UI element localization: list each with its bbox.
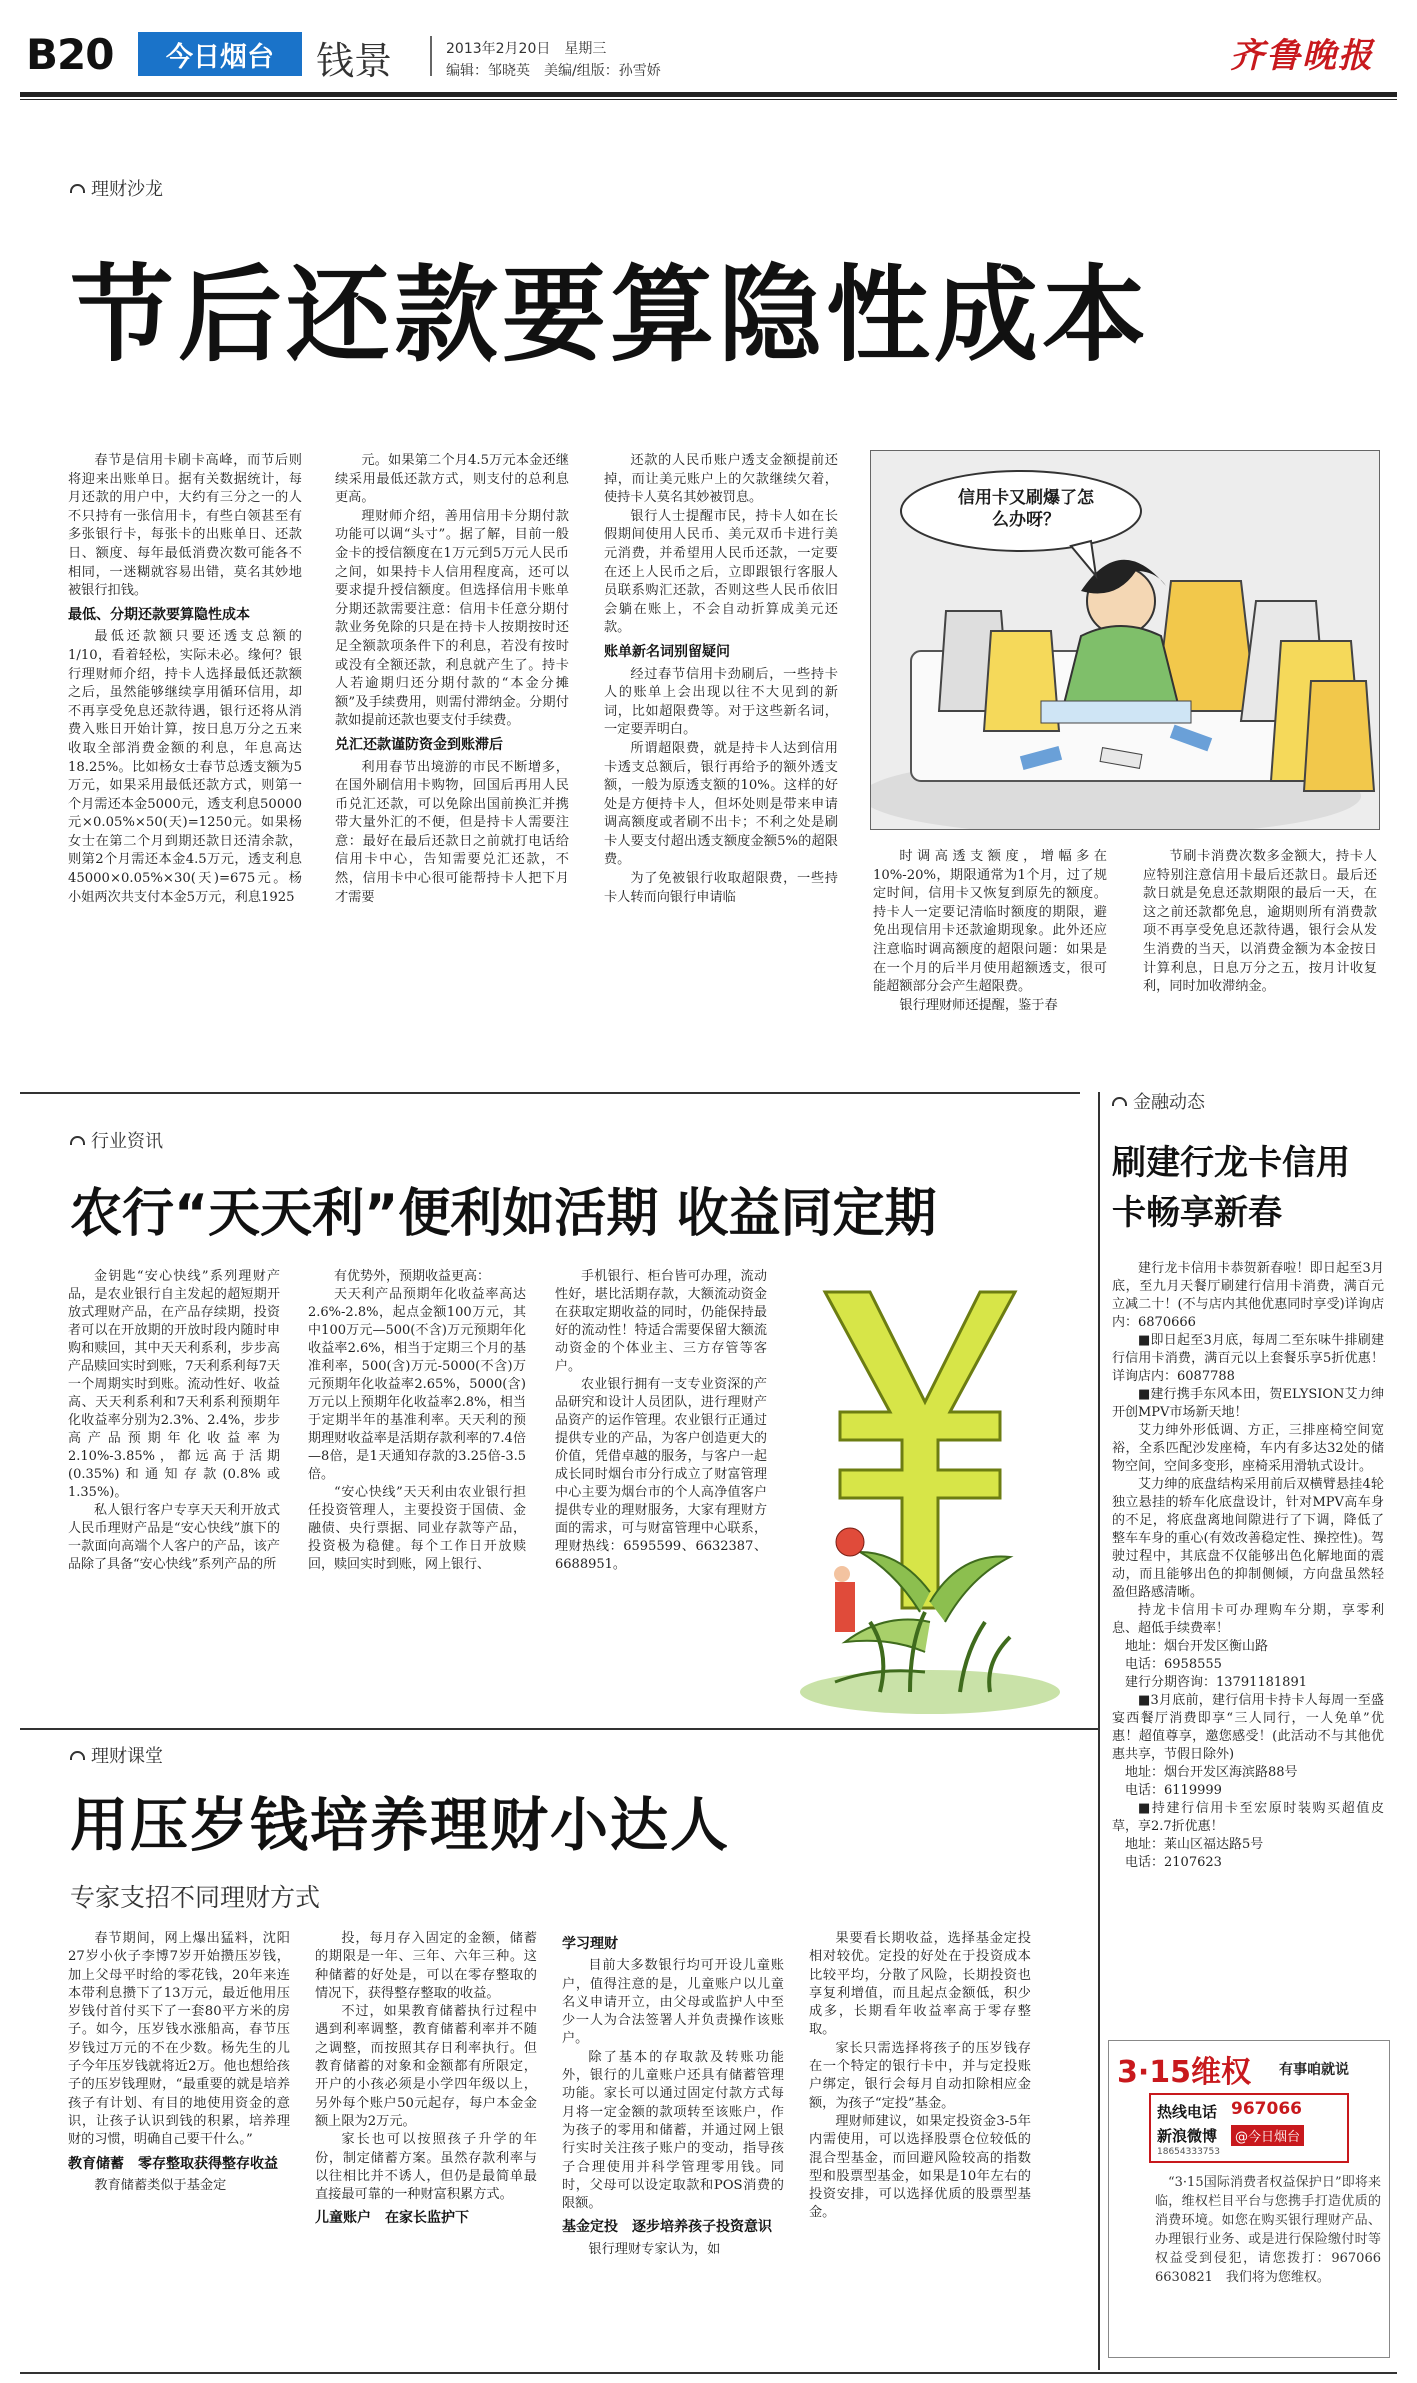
article-paragraph: 家长也可以按照孩子升学的年份，制定储蓄方案。虽然存款利率与以往相比并不诱人，但仍是最简单最直接最可靠的一种财富积累方式。 — [315, 2132, 537, 2203]
article-paragraph: 投，每月存入固定的金额，储蓄的期限是一年、三年、六年三种。这种储蓄的好处是，可以在零存整取的情况下，获得整存整取的收益。 — [315, 1931, 537, 2001]
story2-kicker: 行业资讯 — [70, 1127, 163, 1153]
article-paragraph: ■持建行信用卡至宏原时装购买超值皮草，享2.7折优惠！ — [1112, 1801, 1384, 1834]
article-paragraph: 地址：烟台开发区衡山路 — [1125, 1639, 1269, 1654]
article-paragraph: 艾力绅的底盘结构采用前后双横臂悬挂4轮独立悬挂的轿车化底盘设计，针对MPV高车身的不足，将底盘离地间隙进行了下调，降低了整车车身的重心(有效改善稳定性、操控性)。驾驶过程中，其底盘不仅能够出色化解地面的震动，而且能够出色的抑制侧倾，方向盘虽然轻盈但路感清晰。 — [1112, 1477, 1384, 1600]
kicker-arch-icon — [1112, 1097, 1127, 1106]
story1-col5 — [1143, 848, 1377, 1087]
weibo-label: 新浪微博 — [1157, 2127, 1218, 2145]
article-paragraph: 银行人士提醒市民，持卡人如在长假期间使用人民币、美元双币卡进行美元消费，并希望用人民币还款，一定要在还上人民币之后，立即跟银行客服人员联系购汇还款，否则这些人民币依旧会躺在账上，不会自动折算成美元还款。 — [604, 508, 838, 636]
section-subheading: 最低、分期还款要算隐性成本 — [68, 606, 250, 623]
article-paragraph: 金钥匙“安心快线”系列理财产品，是农业银行自主发起的超短期开放式理财产品，在产品存续期，投资者可以在开放期的开放时段内随时申购和赎回，其中天天利系利，步步高产品赎回实时到账，7天利系利每7天一个周期实时到账。流动性好、收益高、天天利系利和7天利系利预期年化收益率分别为2.3%、2.4%，步步高产品预期年化收益率为2.10%-3.85%，都远高于活期(0.35%)和通知存款(0.8%或1.35%)。 — [68, 1269, 280, 1500]
article-paragraph: 持龙卡信用卡可办理购车分期，享零利息、超低手续费率！ — [1112, 1603, 1384, 1636]
shopping-cartoon-illustration — [871, 451, 1380, 830]
story3-kicker: 理财课堂 — [70, 1742, 163, 1768]
article-paragraph: 果要看长期收益，选择基金定投相对较优。定投的好处在于投资成本比较平均，分散了风险，长期投资也享复利增值，而且起点金额低，积少成多，长期看年收益率高于零存整取。 — [809, 1931, 1031, 2038]
article-paragraph: 电话：6119999 — [1125, 1783, 1222, 1798]
article-paragraph: 节刷卡消费次数多金额大，持卡人应特别注意信用卡最后还款日。最后还款日就是免息还款期限的最后一天，在这之前还款都免息，逾期则所有消费款项不再享受免息还款待遇，银行会从发生消费的当天，以消费金额为本金按日计算利息，日息万分之五，按月计收复利，同时加收滞纳金。 — [1143, 849, 1377, 995]
hotline-number: 967066 — [1231, 2099, 1302, 2119]
article-paragraph: 利用春节出境游的市民不断增多，在国外刷信用卡购物，回国后再用人民币兑汇还款，可以免除出国前换汇并携带大量外汇的不便，但是持卡人需要注意：最好在最后还款日之前就打电话给信用卡中心，告知需要兑汇还款，不然，信用卡中心很可能帮持卡人把下月才需要 — [335, 759, 569, 905]
kicker-arch-icon — [70, 184, 85, 193]
article-paragraph: 除了基本的存取款及转账功能外，银行的儿童账户还具有储蓄管理功能。家长可以通过固定付款方式每月将一定金额的款项转至该账户，作为孩子的零用和储蓄，并通过网上银行实时关注孩子账户的变动，指导孩子合理使用并科学管理零用钱。同时，父母可以设定取款和POS消费的限额。 — [562, 2049, 784, 2212]
article-paragraph: 理财师建议，如果定投资金3-5年内需使用，可以选择股票仓位较低的混合型基金，而回避风险较高的指数型和股票型基金，如果是10年左右的投资安排，可以选择优质的股票型基金。 — [809, 2113, 1031, 2221]
article-paragraph: 艾力绅外形低调、方正，三排座椅空间宽裕，全系匹配沙发座椅，车内有多达32处的储物空间，空间多变形，座椅采用滑轨式设计。 — [1112, 1423, 1384, 1474]
story1-col2 — [335, 452, 569, 1087]
section-subheading: 儿童账户 在家长监护下 — [315, 2210, 469, 2227]
story3-col1 — [68, 1930, 290, 2362]
article-paragraph: 农业银行拥有一支专业资深的产品研究和设计人员团队，进行理财产品资产的运作管理。农业银行正通过提供专业的产品，为客户创造更大的价值，凭借卓越的服务，与客户一起成长同时烟台市分行成立了财富管理中心主要为烟台市的个人高净值客户提供专业的理财服务，大家有理财方面的需求，可与财富管理中心联系，理财热线：6595599、6632387、6688951。 — [555, 1377, 767, 1572]
story1-bottom-rule — [20, 1092, 1080, 1094]
article-paragraph: 地址：莱山区福达路5号 — [1125, 1837, 1264, 1852]
kicker-arch-icon — [70, 1136, 85, 1145]
article-paragraph: ■建行携手东风本田，贺ELYSION艾力绅开创MPV市场新天地！ — [1112, 1387, 1384, 1420]
section-subheading: 账单新名词别留疑问 — [604, 643, 730, 660]
issue-date: 2013年2月20日 星期三 — [446, 41, 607, 57]
story3-col2 — [315, 1930, 537, 2362]
article-paragraph: 春节期间，网上爆出猛料，沈阳27岁小伙子李博7岁开始攒压岁钱，加上父母平时给的零花钱，20年来连本带利息攒下了13万元，最近他用压岁钱付首付买下了一套80平方米的房子。如今，压岁钱水涨船高，春节压岁钱过万元的不在少数。杨先生的儿子今年压岁钱就将近2万。他也想给孩子的压岁钱理财，“最重要的就是培养孩子有计划、有目的地使用资金的意识，让孩子认识到钱的积累，培养理财的习惯，明确自己要干什么。” — [68, 1931, 290, 2148]
article-paragraph: 电话：2107623 — [1125, 1855, 1222, 1870]
story3-subhead: 专家支招不同理财方式 — [70, 1883, 321, 1912]
article-paragraph: 元。如果第二个月4.5万元本金还继续采用最低还款方式，则支付的总利息更高。 — [335, 453, 569, 506]
page-bottom-rule — [20, 2372, 1397, 2374]
story2-illustration — [780, 1262, 1080, 1722]
article-paragraph: 建行分期咨询：13791181891 — [1125, 1675, 1307, 1690]
article-paragraph: 电话：6958555 — [1125, 1657, 1222, 1672]
ad-title-date: 3·15 — [1117, 2055, 1192, 2090]
sidebar-kicker: 金融动态 — [1112, 1088, 1205, 1114]
article-paragraph: ■即日起至3月底，每周二至东味牛排刷建行信用卡消费，满百元以上套餐乐享5折优惠！详询店内：6087788 — [1112, 1333, 1384, 1384]
section-name: 钱景 — [316, 39, 393, 83]
story1-col1 — [68, 452, 302, 1087]
consumer-rights-ad — [1108, 2040, 1390, 2358]
ad-contact-box — [1149, 2093, 1349, 2163]
ad-title — [1117, 2047, 1251, 2091]
ad-title-word: 维权 — [1191, 2055, 1252, 2090]
article-paragraph: 天天利产品预期年化收益率高达2.6%-2.8%，起点金额100万元，其中100万元—500(不含)万元预期年化收益率2.6%，相当于定期三个月的基准利率，500(含)万元-5000(不含)万元预期年化收益率2.65%，5000(含)万元以上预期年化收益率2.8%，相当于定期半年的基准利率。天天利的预期理财收益率是活期存款利率的7.4倍—8倍，是1天通知存款的3.25倍-3.5倍。 — [308, 1287, 526, 1482]
story2-bottom-rule — [20, 1728, 1098, 1730]
section-subheading: 教育储蓄 零存整取获得整存收益 — [68, 2155, 278, 2172]
sidebar-headline: 刷建行龙卡信用卡畅享新春 — [1112, 1143, 1350, 1233]
newspaper-logo: 齐鲁晚报 — [1230, 36, 1374, 76]
ad-body: “3·15国际消费者权益保护日”即将来临，维权栏目平台与您携手打造优质的消费环境。如您在购买银行理财产品、办理银行业务、或是进行保险缴付时等权益受到侵犯，请您拨打：967066 6630821 我们将为您维权。 — [1155, 2175, 1381, 2285]
weibo-name: @今日烟台 — [1231, 2125, 1304, 2146]
article-paragraph: 家长只需选择将孩子的压岁钱存在一个特定的银行卡中，并与定投账户绑定，银行会每月自动扣除相应金额，为孩子“定投”基金。 — [809, 2040, 1031, 2111]
article-paragraph: 手机银行、柜台皆可办理，流动性好，堪比活期存款，大额流动资金在获取定期收益的同时，仍能保持最好的流动性！特适合需要保留大额流动资金的个体业主、三方存管等客户。 — [555, 1269, 767, 1374]
story1-col4 — [873, 848, 1107, 1087]
article-paragraph: 春节是信用卡刷卡高峰，而节后则将迎来出账单日。据有关数据统计，每月还款的用户中，大约有三分之一的人不只持有一张信用卡，有些白领甚至有多张银行卡，每张卡的出账单日、还款日、额度、每年最低消费次数可能各不相同，一迷糊就容易出错，莫名其妙地被银行扣钱。 — [68, 453, 302, 599]
cartoon-speech-bubble-text: 信用卡又刷爆了怎么办呀？ — [958, 488, 1094, 530]
story3-headline: 用压岁钱培养理财小达人 — [70, 1791, 731, 1859]
page-number: B20 — [26, 30, 114, 79]
article-paragraph: 所谓超限费，就是持卡人达到信用卡透支总额后，银行再给予的额外透支额，一般为原透支额的10%。这样的好处是方便持卡人，但坏处则是带来申请调高额度或者刷不出卡；不利之处是刷卡人要支付超出透支额度金额5%的超限费。 — [604, 740, 838, 868]
article-paragraph: 理财师介绍，善用信用卡分期付款功能可以调“头寸”。据了解，目前一般金卡的授信额度在1万元到5万元人民币之间，如果持卡人信用程度高，还可以要求提升授信额度。但选择信用卡账单分期还款需要注意：信用卡任意分期付款业务免除的只是在持卡人按期按时还足全额款项条件下的利息，若没有按时或没有全额还款，利息就产生了。持卡人若逾期归还分期付款的“本金分摊额”及手续费用，则需付滞纳金。分期付款如提前还款也要支付手续费。 — [335, 508, 569, 729]
masthead-rule-thin — [20, 99, 1397, 100]
article-paragraph: 不过，如果教育储蓄执行过程中遇到利率调整，教育储蓄利率并不随之调整，而按照其存日利率执行。但教育储蓄的对象和金额都有所限定，开户的小孩必须是小学四年级以上，另外每个账户50元起存，每户本金金额上限为2万元。 — [315, 2004, 537, 2129]
hotline-label: 热线电话 — [1157, 2103, 1218, 2121]
article-paragraph: 地址：烟台开发区海滨路88号 — [1125, 1765, 1298, 1780]
sidebar-body — [1112, 1260, 1384, 2034]
story3-col3 — [562, 1930, 784, 2362]
article-paragraph: 私人银行客户专享天天利开放式人民币理财产品是“安心快线”旗下的一款面向高端个人客户的产品，该产品除了具备“安心快线”系列产品的所 — [68, 1503, 280, 1572]
story1-kicker: 理财沙龙 — [70, 175, 163, 201]
editors-line: 编辑：邹晓英 美编/组版：孙雪娇 — [446, 63, 661, 79]
ad-slogan: 有事咱就说 — [1279, 2062, 1349, 2078]
article-paragraph: 建行龙卡信用卡恭贺新春啦！即日起至3月底，至九月天餐厅刷建行信用卡消费，满百元立减二十！(不与店内其他优惠同时享受)详询店内：6870666 — [1112, 1261, 1384, 1330]
article-paragraph: 最低还款额只要还透支总额的1/10，看着轻松，实际未必。缘何？银行理财师介绍，持卡人选择最低还款额之后，虽然能够继续享用循环信用，却不再享受免息还款待遇，银行还将从消费入账日开始计算，按日息万分之五来收取全部消费金额的利息，年息高达18.25%。比如杨女士春节总透支额为5万元，如果采用最低还款方式，则第一个月需还本金5000元，透支利息50000元×0.05%×50(天)=1250元。如果杨女士在第二个月到期还款日还清余款，则第2个月需还本金4.5万元，透支利息45000×0.05%×30(天)=675元。杨小姐两次共支付本金5万元，利息1925 — [68, 629, 302, 905]
article-paragraph: 经过春节信用卡劲刷后，一些持卡人的账单上会出现以往不大见到的新词，比如超限费等。对于这些新名词，一定要弄明白。 — [604, 666, 838, 738]
story1-headline: 节后还款要算隐性成本 — [70, 254, 1151, 376]
section-subheading: 兑汇还款谨防资金到账滞后 — [335, 736, 503, 753]
article-paragraph: 还款的人民币账户透支金额提前还掉，而让美元账户上的欠款继续欠着，使持卡人莫名其妙被罚息。 — [604, 453, 838, 506]
article-paragraph: “安心快线”天天利由农业银行担任投资管理人，主要投资于国债、金融债、央行票据、同业存款等产品，投资极为稳健。每个工作日开放赎回，赎回实时到账，网上银行、 — [308, 1485, 526, 1572]
story1-col3 — [604, 452, 838, 1087]
column-tag-label: 今日烟台 — [166, 41, 274, 73]
sidebar-divider — [1098, 1092, 1100, 2370]
section-subheading: 学习理财 — [562, 1936, 618, 1952]
masthead-rule — [20, 92, 1397, 97]
story2-col3 — [555, 1268, 767, 1724]
story1-cartoon — [870, 450, 1380, 830]
masthead-divider — [430, 36, 432, 76]
story2-col2 — [308, 1268, 526, 1724]
story2-headline: 农行“天天利”便利如活期 收益同定期 — [70, 1184, 937, 1244]
kicker-arch-icon — [70, 1751, 85, 1760]
article-paragraph: 有优势外，预期收益更高： — [334, 1269, 491, 1284]
masthead — [0, 0, 1417, 92]
column-tag — [138, 32, 302, 76]
story3-col4 — [809, 1930, 1031, 2362]
article-paragraph: 银行理财师还提醒，鉴于春 — [899, 997, 1058, 1013]
ad-small-phone: 18654333753 — [1157, 2147, 1220, 2157]
article-paragraph: 为了免被银行收取超限费，一些持卡人转而向银行申请临 — [604, 871, 838, 905]
story2-col1 — [68, 1268, 280, 1724]
article-paragraph: 银行理财专家认为，如 — [588, 2241, 721, 2257]
yuan-plant-icon — [780, 1262, 1080, 1722]
article-paragraph: 目前大多数银行均可开设儿童账户，值得注意的是，儿童账户以儿童名义申请开立，由父母或监护人中至少一人为合法签署人并负责操作该账户。 — [562, 1958, 784, 2047]
article-paragraph: 时调高透支额度，增幅多在10%-20%，期限通常为1个月，过了规定时间，信用卡又恢复到原先的额度。持卡人一定要记清临时额度的期限，避免出现信用卡还款逾期现象。此外还应注意临时调高额度的超限问题：如果是在一个月的后半月使用超额透支，很可能超额部分会产生超限费。 — [873, 849, 1107, 995]
article-paragraph: 教育储蓄类似于基金定 — [94, 2177, 227, 2193]
article-paragraph: ■3月底前，建行信用卡持卡人每周一至盛宴西餐厅消费即享“三人同行，一人免单”优惠！超值尊享，邀您感受！(此活动不与其他优惠共享，节假日除外) — [1112, 1693, 1384, 1762]
section-subheading: 基金定投 逐步培养孩子投资意识 — [562, 2219, 772, 2236]
